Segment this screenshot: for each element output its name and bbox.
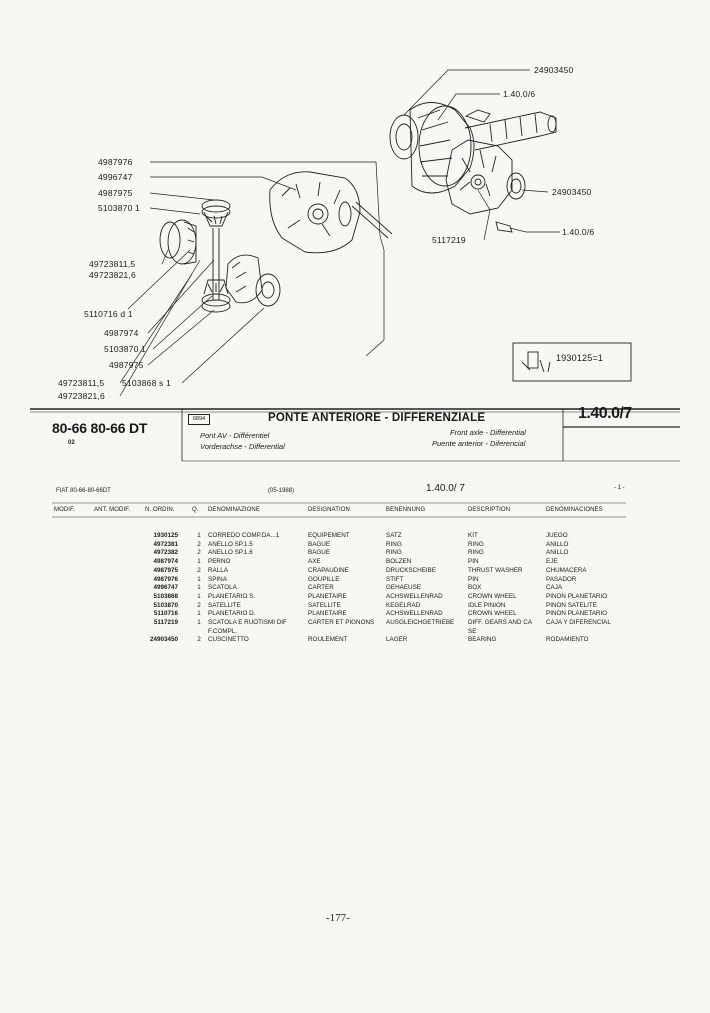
table-cell-en: PIN [468, 575, 479, 583]
table-cell-fr: BAGUE [308, 549, 331, 557]
table-cell-n: 4996747 [153, 584, 178, 592]
table-cell-n: 24903450 [149, 636, 178, 644]
section-reference: 1.40.0/7 [578, 405, 632, 422]
table-page-indicator: - 1 - [614, 485, 625, 491]
table-cell-fr: EQUIPEMENT [308, 532, 350, 539]
edition-date: (05-1988) [268, 488, 295, 494]
table-cell-de: BOLZEN [386, 558, 412, 566]
table-cell-q: 1 [197, 592, 201, 600]
table-cell-es: JUEGO [546, 532, 568, 539]
table-cell-fr: SATELLITE [308, 601, 341, 609]
table-cell-de: ACHSWELLENRAD [386, 610, 443, 618]
model-name: 80-66 80-66 DT [52, 420, 148, 436]
table-cell-it: PLANETARIO S. [208, 592, 256, 600]
table-cell-q: 2 [197, 549, 201, 557]
subtitle-es: Puente anterior - Diferencial [432, 439, 526, 448]
table-cell-n: 5103870 [153, 601, 178, 609]
callout-label: 24903450 [552, 187, 592, 197]
table-cell-it: SCATOLA [208, 584, 237, 592]
table-row [0, 557, 710, 566]
table-cell-de: GEHAEUSE [386, 584, 421, 592]
table-cell-es: RODAMIENTO [546, 636, 589, 644]
callout-label: 49723811,5 [89, 259, 136, 269]
subtitle-en: Front axle - Differential [450, 428, 526, 437]
table-cell-q: 2 [197, 636, 201, 644]
table-cell-n: 5117219 [153, 619, 178, 626]
callout-label: 49723821,6 [89, 270, 136, 280]
table-cell-it: CUSCINETTO [208, 636, 249, 644]
model-line: FIAT 80-66-80-66DT [56, 488, 111, 494]
table-cell-es: ANILLO [546, 540, 569, 548]
table-cell-n: 4972381 [153, 540, 178, 548]
table-cell-fr: CRAPAUDINE [308, 566, 349, 574]
right-differential-assembly [390, 103, 556, 233]
table-cell-es: PINON SATELITE [546, 601, 597, 609]
table-cell-q: 1 [197, 575, 201, 583]
table-cell-en: RING [468, 549, 484, 557]
table-cell-en: DIFF. GEARS AND CA [468, 619, 533, 626]
table-cell-it: RALLA [208, 566, 228, 574]
table-cell-q: 1 [197, 558, 201, 566]
table-cell-es: PASADOR [546, 575, 577, 583]
callout-label: 49723821,6 [58, 391, 105, 401]
column-header-modif: MODIF. [54, 507, 75, 513]
table-cell-en: IDLE PINION [468, 601, 506, 609]
left-exploded-parts [160, 172, 392, 312]
callout-label: 4987975 [109, 360, 144, 370]
table-cell-es: PINON PLANETARIO [546, 610, 608, 618]
callout-label: 5103870 1 [104, 344, 146, 354]
table-cell-es: EJE [546, 558, 558, 566]
table-cell-fr: GOUPILLE [308, 575, 340, 583]
table-cell-n: 5103868 [153, 592, 178, 600]
callout-label: 5117219 [432, 235, 466, 245]
column-header-description: DESCRIPTION [468, 507, 511, 513]
table-cell-q: 1 [197, 584, 201, 592]
callout-label: 24903450 [534, 65, 574, 75]
table-row [0, 575, 710, 584]
table-cell-it: SATELLITE [208, 601, 241, 609]
table-cell-es: PINON PLANETARIO [546, 592, 608, 600]
column-header-benennung: BENENNUNG [386, 507, 426, 513]
table-row [0, 635, 710, 644]
subtitle-fr: Pont AV - Différentiel [200, 431, 270, 440]
table-cell-q: 1 [197, 532, 201, 539]
callout-label: 4996747 [98, 172, 133, 182]
table-cell-es: ANILLO [546, 549, 569, 557]
table-reference: 1.40.0/ 7 [426, 483, 465, 494]
table-cell-de: AUSGLEICHGETRIEBE [386, 619, 455, 626]
callout-label: 5103868 s 1 [122, 378, 171, 388]
table-cell-n: 4972382 [153, 549, 178, 557]
callout-label: 4987974 [104, 328, 139, 338]
table-cell-it: SCATOLA E RUOTISMI DIF [208, 619, 287, 626]
table-cell-it: CORREDO COMP.DA...1 [208, 532, 280, 539]
table-row [0, 627, 710, 636]
table-row [0, 583, 710, 592]
table-cell-it: PERNO [208, 558, 231, 566]
table-cell-en: RING [468, 540, 484, 548]
table-cell-en: BOX [468, 584, 482, 592]
table-cell-de: DRUCKSCHEIBE [386, 566, 437, 574]
table-row [0, 601, 710, 610]
table-cell-n: 1930125 [153, 532, 178, 539]
callout-label: 5110716 d 1 [84, 309, 133, 319]
table-cell-it: ANELLO SP.1.6 [208, 549, 253, 557]
callout-label: 1.40.0/6 [562, 227, 595, 237]
table-cell-it: SPINA [208, 575, 227, 583]
page-number: -177- [326, 912, 350, 924]
table-row [0, 540, 710, 549]
column-header-designation: DESIGNATION [308, 507, 350, 513]
table-cell-fr: CARTER ET PIGNONS [308, 619, 375, 626]
column-header-ant-modif: ANT. MODIF. [94, 507, 131, 513]
table-cell-es: CAJA [546, 584, 563, 592]
column-header-denominaciones: DENOMINACIONES [546, 507, 603, 513]
table-cell-en: PIN [468, 558, 479, 566]
table-cell-q: 1 [197, 610, 201, 618]
table-cell-it: F.COMPL. [208, 627, 238, 635]
table-cell-es: CAJA Y DIFERENCIAL [546, 619, 611, 626]
callout-label: 4987976 [98, 157, 133, 167]
table-cell-fr: CARTER [308, 584, 334, 592]
table-cell-n: 4987975 [153, 566, 178, 574]
table-row [0, 531, 710, 540]
table-cell-fr: AXE [308, 558, 321, 566]
table-cell-q: 2 [197, 566, 201, 574]
table-cell-de: LAGER [386, 636, 408, 644]
table-row [0, 618, 710, 627]
callout-label: 1.40.0/6 [503, 89, 536, 99]
table-cell-q: 2 [197, 540, 201, 548]
table-cell-de: RING [386, 540, 402, 548]
model-sub: 02 [68, 440, 75, 446]
table-cell-de: KEGELRAD [386, 601, 421, 609]
table-cell-n: 4987976 [153, 575, 178, 583]
column-header-denominazione: DENOMINAZIONE [208, 507, 260, 513]
table-cell-q: 2 [197, 601, 201, 609]
table-row [0, 609, 710, 618]
inset-label: 1930125=1 [556, 353, 604, 363]
table-cell-en: THRUST WASHER [468, 566, 523, 574]
column-header-q: Q. [192, 507, 199, 513]
subtitle-de: Vorderachse - Differential [200, 442, 285, 451]
table-cell-fr: PLANETAIRE [308, 610, 347, 618]
table-cell-it: ANELLO SP.1.5 [208, 540, 253, 548]
table-cell-en: SE [468, 627, 477, 635]
table-cell-fr: ROULEMENT [308, 636, 348, 644]
table-cell-en: KIT [468, 532, 478, 539]
table-row [0, 592, 710, 601]
table-cell-fr: PLANETAIRE [308, 592, 347, 600]
table-cell-de: SATZ [386, 532, 402, 539]
table-cell-it: PLANETARIO D. [208, 610, 256, 618]
callout-label: 4987975 [98, 188, 133, 198]
exploded-differential-diagram [0, 0, 710, 400]
table-cell-en: CROWN WHEEL [468, 592, 517, 600]
code-box: 6894 [188, 414, 210, 425]
table-cell-q: 1 [197, 619, 201, 626]
column-header-n-ordin: N. ORDIN. [145, 507, 175, 513]
table-cell-en: CROWN WHEEL [468, 610, 517, 618]
callout-label: 5103870 1 [98, 203, 140, 213]
leader-lines [120, 70, 560, 396]
table-cell-n: 5110716 [153, 610, 178, 618]
table-cell-n: 4987974 [153, 558, 178, 566]
table-row [0, 548, 710, 557]
table-cell-de: RING [386, 549, 402, 557]
table-cell-de: ACHSWELLENRAD [386, 592, 443, 600]
table-cell-en: BEARING [468, 636, 497, 644]
table-row [0, 566, 710, 575]
page-title: PONTE ANTERIORE - DIFFERENZIALE [268, 412, 486, 424]
table-cell-fr: BAGUE [308, 540, 331, 548]
table-cell-de: STIFT [386, 575, 404, 583]
table-cell-es: CHUMACERA [546, 566, 587, 574]
callout-label: 49723811,5 [58, 378, 105, 388]
